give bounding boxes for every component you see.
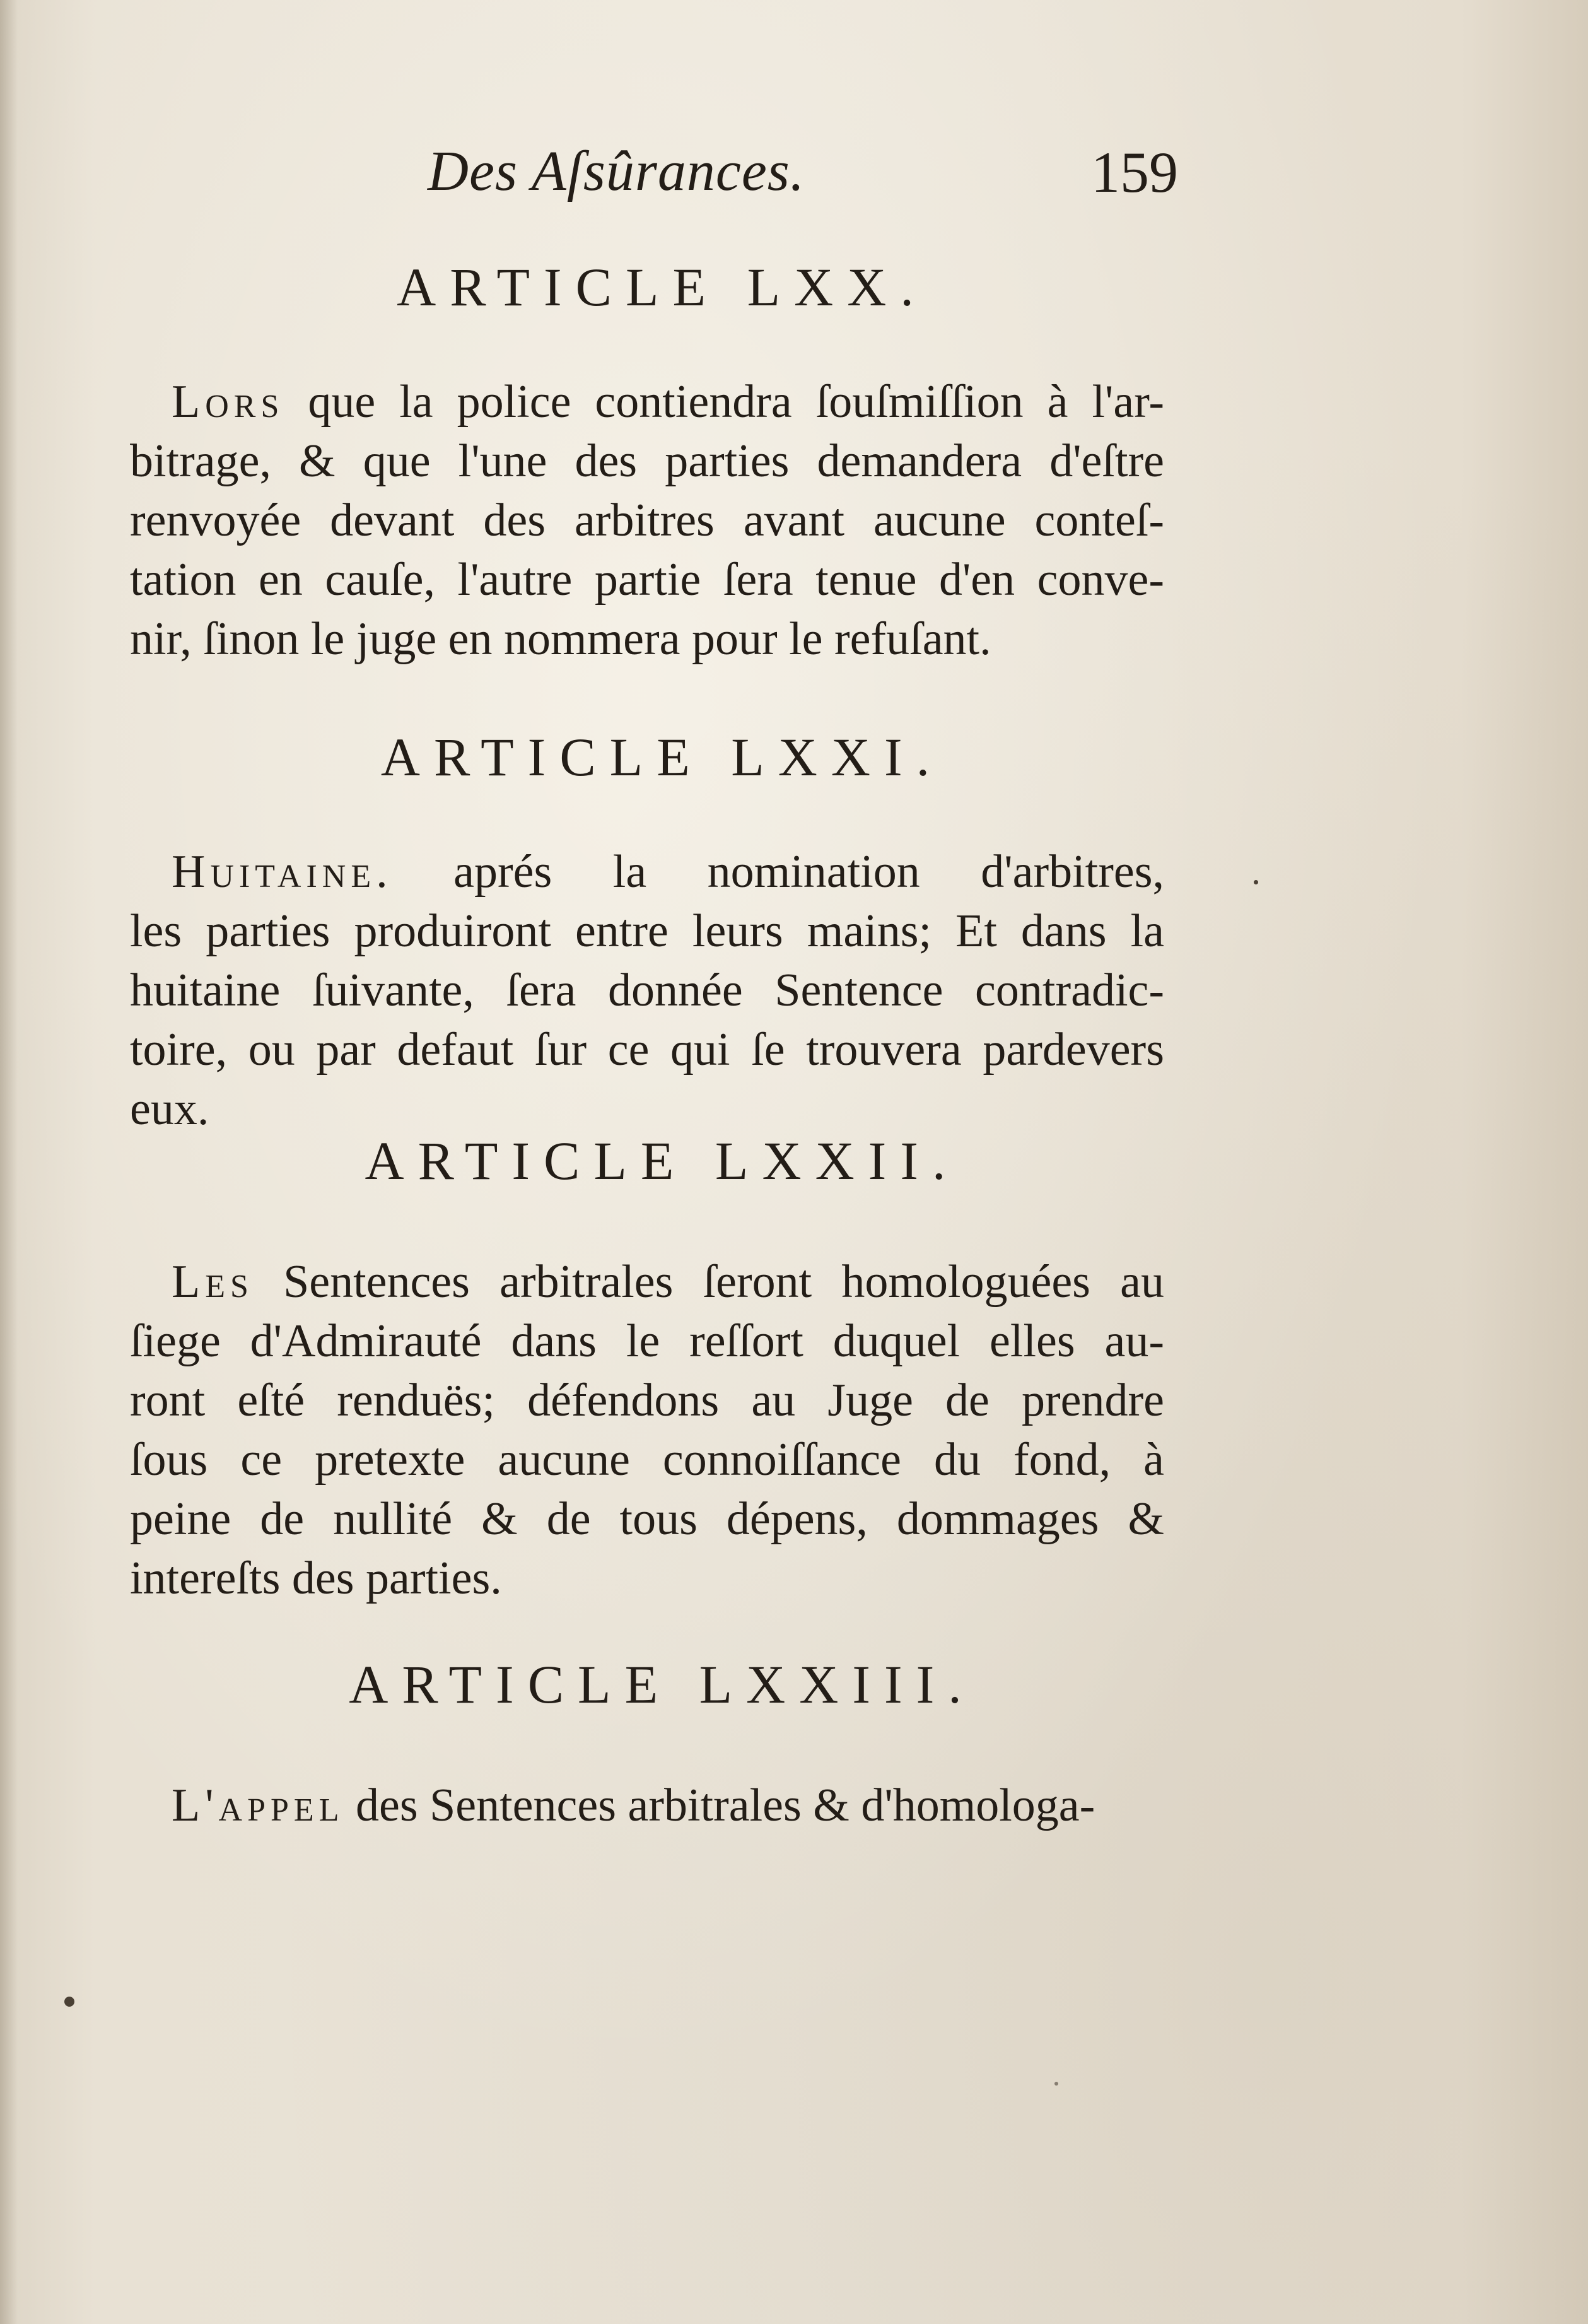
article-heading-lxx: ARTICLE LXX.: [397, 257, 928, 317]
lead-word: Huitaine.: [172, 846, 393, 898]
article-heading-lxxii: ARTICLE LXXII.: [365, 1130, 960, 1191]
text-line: ſiege d'Admirauté dans le reſſort duquel elles au-: [130, 1315, 1164, 1367]
article-text-lxxiii: [130, 1776, 1164, 1835]
text-line: eux.: [130, 1083, 209, 1135]
text-line: toire, ou par defaut ſur ce qui ſe trouvera pardevers: [130, 1024, 1164, 1076]
article-text-lxx: [130, 372, 1164, 669]
text-line: nir, ſinon le juge en nommera pour le refuſant.: [130, 613, 991, 665]
ink-speck: [1054, 2082, 1058, 2086]
ink-speck: [64, 1997, 74, 2007]
text-line: Huitaine. aprés la nomination d'arbitres,: [172, 846, 1164, 898]
lead-word: Lors: [172, 376, 284, 428]
article-heading-lxxiii: ARTICLE LXXIII.: [349, 1654, 976, 1715]
running-head-title: Des Aſsûrances.: [428, 140, 805, 202]
lead-word: Les: [172, 1256, 254, 1308]
lead-word: L'appel: [172, 1780, 344, 1831]
text-line: tation en cauſe, l'autre partie ſera tenue d'en conve-: [130, 554, 1164, 606]
text-line: Lors que la police contiendra ſouſmiſſion à l'ar-: [172, 376, 1164, 428]
text-line: ſous ce pretexte aucune connoiſſance du fond, à: [130, 1434, 1164, 1486]
ink-speck: [1254, 880, 1258, 884]
text-line: L'appel des Sentences arbitrales & d'homologa-: [172, 1780, 1095, 1831]
text-line: ront eſté renduës; défendons au Juge de prendre: [130, 1375, 1164, 1426]
page-number: 159: [1091, 140, 1178, 204]
text-line: renvoyée devant des arbitres avant aucune conteſ-: [130, 495, 1164, 546]
text-line: huitaine ſuivante, ſera donnée Sentence contradic-: [130, 965, 1164, 1016]
text-line: les parties produiront entre leurs mains; Et dans la: [130, 905, 1164, 957]
page-gutter-shadow: [0, 0, 18, 2324]
text-line: bitrage, & que l'une des parties demandera d'eſtre: [130, 435, 1164, 487]
article-text-lxxii: [130, 1252, 1164, 1608]
text-line: intereſts des parties.: [130, 1552, 502, 1604]
running-head: [126, 126, 1198, 202]
article-heading-lxxi: ARTICLE LXXI.: [380, 727, 944, 787]
text-line: peine de nullité & de tous dépens, dommages &: [130, 1493, 1164, 1545]
text-line: Les Sentences arbitrales ſeront homologuées au: [172, 1256, 1164, 1308]
article-text-lxxi: [130, 842, 1164, 1139]
